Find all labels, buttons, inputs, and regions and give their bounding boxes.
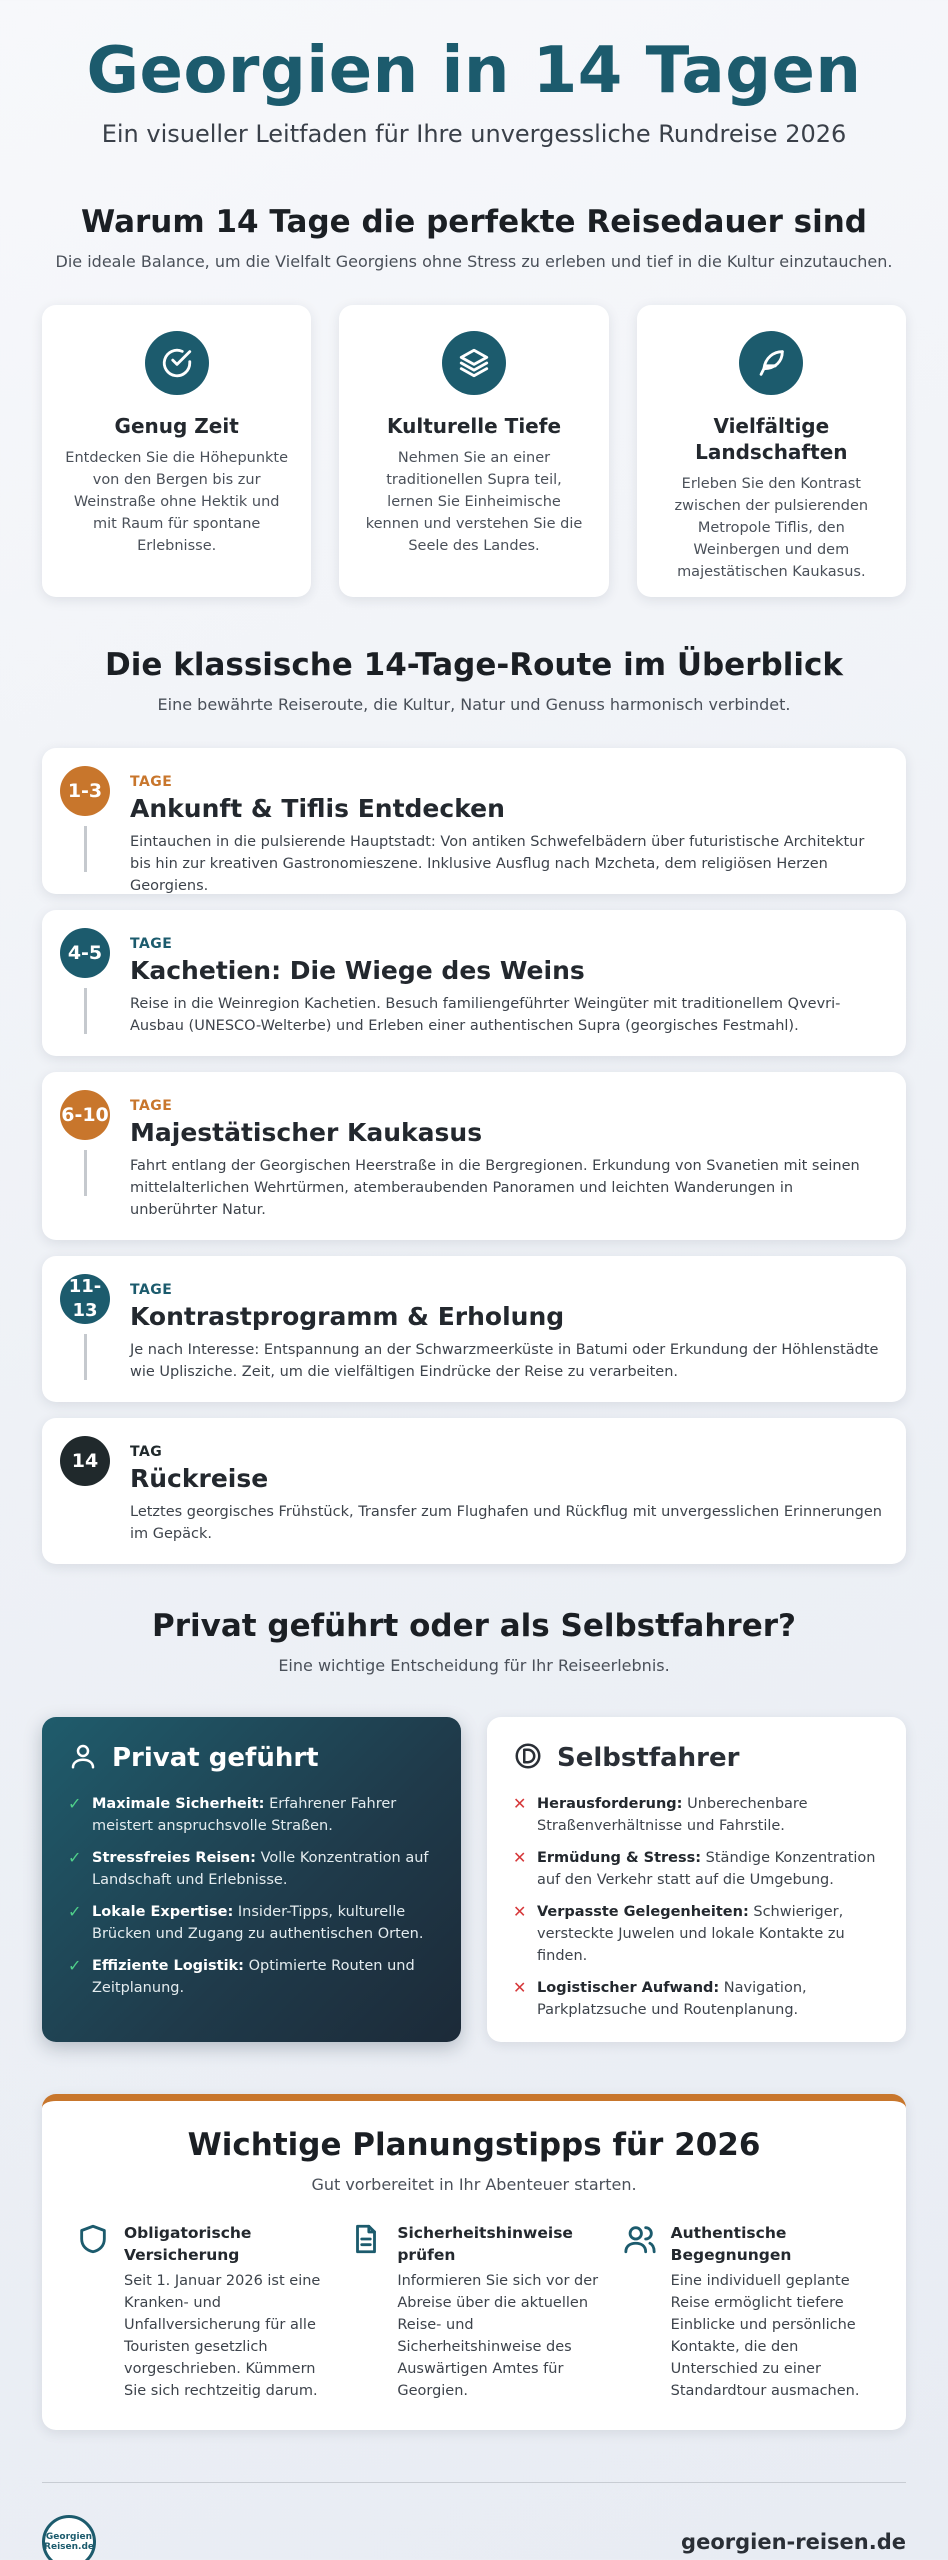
item-bold: Logistischer Aufwand: [537, 1980, 720, 1996]
why-card-title: Genug Zeit [114, 414, 239, 438]
day-label: TAGE [130, 774, 173, 790]
tip-text: Informieren Sie sich vor der Abreise über die aktuellen Reise- und Sicherheitshinweise des Auswärtigen Amtes für Georgien. [397, 2273, 599, 2399]
timeline-connector [84, 988, 87, 1034]
route-stop-text: Reise in die Weinregion Kachetien. Besuch familiengeführter Weingüter mit traditionellem Qvevri-Ausbau (UNESCO-Welterbe) und Erleben einer authentischen Supra (georgisches Festmahl). [130, 996, 841, 1034]
list-item [68, 1847, 439, 1891]
logo-text: Georgien Reisen.de [44, 2532, 94, 2552]
why-card-text: Erleben Sie den Kontrast zwischen der pulsierenden Metropole Tiflis, den Weinbergen und dem majestätischen Kaukasus. [674, 476, 869, 580]
item-text: Unberechenbare Straßenverhältnisse und Fahrstile. [537, 1796, 808, 1834]
list-item [513, 1901, 884, 1967]
private-guided-header [68, 1741, 439, 1775]
day-label: TAGE [130, 1098, 173, 1114]
route-stop-title: Rückreise [130, 1464, 269, 1493]
timeline-connector [84, 1334, 87, 1380]
cross-icon: ✕ [513, 1848, 527, 1867]
page-subtitle: Ein visueller Leitfaden für Ihre unvergessliche Rundreise 2026 [101, 120, 847, 148]
list-item [68, 1901, 439, 1945]
tip-encounters [623, 2222, 872, 2402]
route-stop-title: Ankunft & Tiflis Entdecken [130, 794, 505, 823]
day-label: TAGE [130, 1282, 173, 1298]
item-bold: Lokale Expertise: [92, 1904, 234, 1920]
tip-text: Eine individuell geplante Reise ermöglicht tiefere Einblicke und persönliche Kontakte, die den Unterschied zu einer Standardtour ausmachen. [670, 2273, 860, 2399]
self-drive-title: Selbstfahrer [557, 1743, 740, 1773]
tip-insurance [76, 2222, 325, 2402]
route-timeline [42, 748, 906, 1564]
item-bold: Maximale Sicherheit: [92, 1796, 265, 1812]
day-badge: 6-10 [60, 1090, 110, 1140]
cross-icon: ✕ [513, 1978, 527, 1997]
private-guided-list [68, 1793, 439, 1999]
why-card-landscapes [637, 305, 906, 597]
choice-cards [42, 1717, 906, 2042]
route-stop-text: Fahrt entlang der Georgischen Heerstraße in die Bergregionen. Erkundung von Svanetien mit seinen mittelalterlichen Wehrtürmen, atemberaubenden Panoramen und leichten Wanderungen in unberührter Natur. [130, 1158, 860, 1218]
check-icon: ✓ [68, 1848, 82, 1867]
choice-subtitle: Eine wichtige Entscheidung für Ihr Reiseerlebnis. [278, 1656, 670, 1675]
shield-icon [76, 2222, 110, 2402]
self-drive-header [513, 1741, 884, 1775]
user-icon [68, 1741, 98, 1775]
item-bold: Stressfreies Reisen: [92, 1850, 256, 1866]
timeline-connector [84, 1150, 87, 1196]
route-stop-11-13 [42, 1256, 906, 1402]
day-badge: 14 [60, 1436, 110, 1486]
route-section [42, 647, 906, 1564]
people-icon [623, 2222, 657, 2402]
item-bold: Effiziente Logistik: [92, 1958, 244, 1974]
item-text: Volle Konzentration auf Landschaft und Erlebnisse. [92, 1850, 429, 1888]
tips-title: Wichtige Planungstipps für 2026 [187, 2127, 761, 2163]
item-text: Navigation, Parkplatzsuche und Routenplanung. [537, 1980, 807, 2018]
self-drive-card [487, 1717, 906, 2042]
route-title: Die klassische 14-Tage-Route im Überblick [105, 647, 843, 683]
list-item [513, 1977, 884, 2021]
item-text: Ständige Konzentration auf den Verkehr statt auf die Umgebung. [537, 1850, 876, 1888]
route-stop-title: Kachetien: Die Wiege des Weins [130, 956, 585, 985]
day-badge: 1-3 [60, 766, 110, 816]
cross-icon: ✕ [513, 1902, 527, 1921]
check-circle-icon [145, 331, 209, 395]
private-guided-card [42, 1717, 461, 2042]
self-drive-list [513, 1793, 884, 2021]
choice-section [42, 1608, 906, 2042]
day-label: TAGE [130, 936, 173, 952]
route-stop-text: Letztes georgisches Frühstück, Transfer zum Flughafen und Rückflug mit unvergesslichen Erinnerungen im Gepäck. [130, 1504, 882, 1542]
footer [42, 2515, 906, 2560]
why-section [42, 204, 906, 597]
tip-safety [349, 2222, 598, 2402]
tips-section [42, 2094, 906, 2430]
item-bold: Verpasste Gelegenheiten: [537, 1904, 749, 1920]
tips-columns [42, 2222, 906, 2402]
footer-divider [42, 2482, 906, 2483]
why-card-time [42, 305, 311, 597]
list-item [513, 1793, 884, 1837]
why-card-text: Entdecken Sie die Höhepunkte von den Bergen bis zur Weinstraße ohne Hektik und mit Raum für spontane Erlebnisse. [65, 450, 289, 554]
layers-icon [442, 331, 506, 395]
brand-logo [42, 2515, 96, 2560]
route-stop-4-5 [42, 910, 906, 1056]
why-card-culture [339, 305, 608, 597]
check-icon: ✓ [68, 1794, 82, 1813]
route-stop-6-10 [42, 1072, 906, 1240]
list-item [68, 1955, 439, 1999]
why-card-text: Nehmen Sie an einer traditionellen Supra teil, lernen Sie Einheimische kennen und verstehen Sie die Seele des Landes. [365, 450, 583, 554]
tip-title: Sicherheitshinweise prüfen [397, 2224, 573, 2264]
tip-text: Seit 1. Januar 2026 ist eine Kranken- und Unfallversicherung für alle Touristen gesetzlich vorgeschrieben. Kümmern Sie sich rechtzeitig darum. [124, 2273, 321, 2399]
item-text: Optimierte Routen und Zeitplanung. [92, 1958, 415, 1996]
route-stop-1-3 [42, 748, 906, 894]
why-title: Warum 14 Tage die perfekte Reisedauer sind [81, 204, 867, 240]
route-subtitle: Eine bewährte Reiseroute, die Kultur, Natur und Genuss harmonisch verbindet. [157, 695, 791, 714]
why-card-title: Vielfältige Landschaften [695, 414, 848, 464]
why-cards [42, 305, 906, 597]
steering-wheel-icon [513, 1741, 543, 1775]
item-text: Insider-Tipps, kulturelle Brücken und Zugang zu authentischen Orten. [92, 1904, 424, 1942]
route-stop-title: Majestätischer Kaukasus [130, 1118, 483, 1147]
tip-title: Obligatorische Versicherung [124, 2224, 252, 2264]
day-badge: 11-13 [60, 1274, 110, 1324]
item-text: Schwieriger, versteckte Juwelen und lokale Kontakte zu finden. [537, 1904, 845, 1964]
document-icon [349, 2222, 383, 2402]
item-text: Erfahrener Fahrer meistert anspruchsvolle Straßen. [92, 1796, 397, 1834]
choice-title: Privat geführt oder als Selbstfahrer? [152, 1608, 796, 1644]
item-bold: Herausforderung: [537, 1796, 683, 1812]
check-icon: ✓ [68, 1956, 82, 1975]
route-stop-text: Je nach Interesse: Entspannung an der Schwarzmeerküste in Batumi oder Erkundung der Höhlenstädte wie Uplisziche. Zeit, um die vielfältigen Eindrücke der Reise zu verarbeiten. [130, 1342, 879, 1380]
feather-icon [739, 331, 803, 395]
route-stop-text: Eintauchen in die pulsierende Hauptstadt: Von antiken Schwefelbädern über futuristische Architektur bis hin zur kreativen Gastronomieszene. Inklusive Ausflug nach Mzcheta, dem religiösen Herzen Georgiens. [130, 834, 865, 894]
day-label: TAG [130, 1444, 163, 1460]
why-card-title: Kulturelle Tiefe [386, 414, 562, 438]
check-icon: ✓ [68, 1902, 82, 1921]
item-bold: Ermüdung & Stress: [537, 1850, 702, 1866]
route-stop-14 [42, 1418, 906, 1564]
day-badge: 4-5 [60, 928, 110, 978]
list-item [68, 1793, 439, 1837]
tips-subtitle: Gut vorbereitet in Ihr Abenteuer starten. [311, 2175, 637, 2194]
why-subtitle: Die ideale Balance, um die Vielfalt Georgiens ohne Stress zu erleben und tief in die Kultur einzutauchen. [55, 252, 893, 271]
list-item [513, 1847, 884, 1891]
cross-icon: ✕ [513, 1794, 527, 1813]
website-link[interactable]: georgien-reisen.de [681, 2530, 906, 2554]
timeline-connector [84, 826, 87, 872]
route-stop-title: Kontrastprogramm & Erholung [130, 1302, 565, 1331]
page-title: Georgien in 14 Tagen [86, 34, 862, 108]
private-guided-title: Privat geführt [112, 1743, 319, 1773]
tip-title: Authentische Begegnungen [670, 2224, 792, 2264]
